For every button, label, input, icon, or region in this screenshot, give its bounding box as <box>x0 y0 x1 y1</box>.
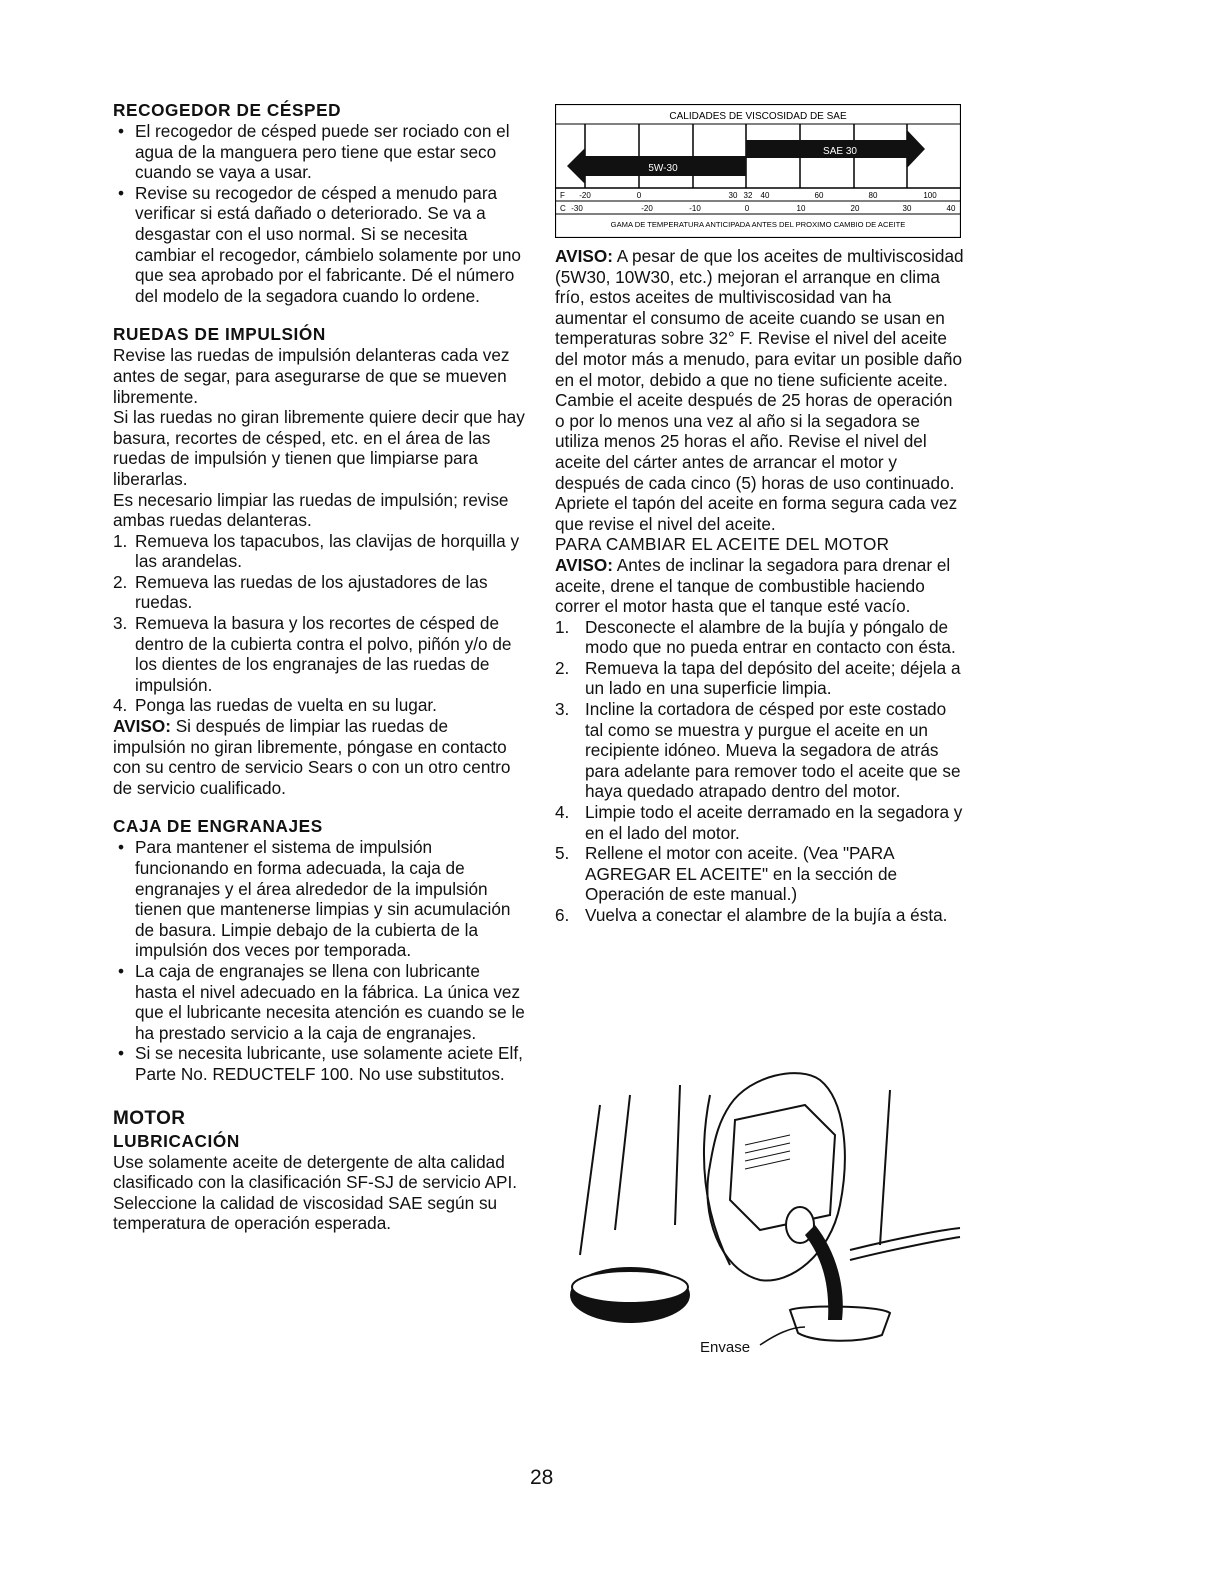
paragraph: Es necesario limpiar las ruedas de impulsión; revise ambas ruedas delanteras. <box>113 489 509 531</box>
list-item: • Revise su recogedor de césped a menudo para verificar si está dañado o deteriorado. Se va a desgastar con el uso normal. Si se necesita cambiar el recogedor, cámbielo solamente por uno que sea aprobado por el fabricante. Dé el número del modelo de la segadora cuando lo ordene. <box>113 183 525 307</box>
paragraph: Use solamente aceite de detergente de alta calidad clasificado con la clasificación SF-SJ de servicio API. Seleccione la calidad de viscosidad SAE según su temperatura de operación esperada. <box>113 1151 518 1234</box>
page-number: 28 <box>530 1466 554 1489</box>
heading-recogedor: RECOGEDOR DE CÉSPED <box>113 100 342 120</box>
heading-lubricacion: LUBRICACIÓN <box>113 1130 240 1151</box>
section-motor <box>113 1107 525 1234</box>
step-number: 6. <box>555 905 570 925</box>
cambiar-steps <box>555 617 965 926</box>
list-item <box>555 658 965 699</box>
step-text: Remueva la tapa del depósito del aceite; déjela a un lado en una superficie limpia. <box>585 657 961 699</box>
step-text: Remueva los tapacubos, las clavijas de horquilla y las arandelas. <box>135 530 520 572</box>
paragraph: Cambie el aceite después de 25 horas de operación o por lo menos una vez al año si la segadora se utiliza menos 25 horas el año. Revise el nivel del aceite del cárter antes de arrancar el motor y después de cada cinco (5) horas de uso continuado. Apriete el tapón del aceite en forma segura cada vez que revise el nivel del aceite. <box>555 390 958 534</box>
step-number: 3. <box>113 613 128 634</box>
subheading-para-cambiar: PARA CAMBIAR EL ACEITE DEL MOTOR <box>555 534 890 555</box>
left-column <box>113 100 525 1252</box>
step-number: 2. <box>113 571 128 592</box>
recogedor-list <box>113 121 525 306</box>
list-item <box>555 905 965 926</box>
f-tick: 40 <box>760 191 770 200</box>
heading-ruedas: RUEDAS DE IMPULSIÓN <box>113 324 326 345</box>
c-tick: -20 <box>641 204 653 213</box>
list-item: • Para mantener el sistema de impulsión funcionando en forma adecuada, la caja de engranajes y el área alrededor de la impulsión tienen que mantenerse limpias y sin acumulación de basura. Limpie debajo de la cubierta de la impulsión dos veces por temporada. <box>113 837 525 961</box>
step-text: Remueva las ruedas de los ajustadores de las ruedas. <box>135 571 488 613</box>
step-number: 1. <box>113 530 128 551</box>
ruedas-steps <box>113 531 525 716</box>
step-number: 5. <box>555 843 570 864</box>
aviso-text: Antes de inclinar la segadora para drenar el aceite, drene el tanque de combustible haciendo correr el motor hasta que el tanque esté vacío. <box>555 554 951 617</box>
step-text: Ponga las ruedas de vuelta en su lugar. <box>135 695 437 716</box>
f-tick: 32 <box>743 191 753 200</box>
f-tick: -20 <box>579 191 591 200</box>
chart-title: CALIDADES DE VISCOSIDAD DE SAE <box>669 111 847 122</box>
section-recogedor <box>113 100 525 306</box>
aviso-label: AVISO: <box>555 554 613 575</box>
c-tick: 10 <box>796 204 806 213</box>
step-text: Desconecte el alambre de la bujía y póngalo de modo que no pueda entrar en contacto con ésta. <box>585 616 956 658</box>
list-item <box>113 613 525 695</box>
list-item <box>555 843 965 905</box>
heading-caja: CAJA DE ENGRANAJES <box>113 816 323 837</box>
list-item: • La caja de engranajes se llena con lubricante hasta el nivel adecuado en la fábrica. La única vez que el lubricante necesita atención es cuando se le ha prestado servicio a la caja de engranajes. <box>113 961 525 1043</box>
step-text: Limpie todo el aceite derramado en la segadora y en el lado del motor. <box>585 802 963 843</box>
oil-drain-illustration <box>560 1065 970 1365</box>
step-number: 4. <box>113 695 128 716</box>
aviso-paragraph <box>555 555 965 617</box>
list-item <box>555 699 965 802</box>
heading-motor: MOTOR <box>113 1107 186 1129</box>
c-label: C <box>560 204 566 213</box>
5w30-label: 5W-30 <box>648 163 678 174</box>
paragraph: Si las ruedas no giran libremente quiere decir que hay basura, recortes de césped, etc. en el área de las ruedas de impulsión y tienen que limpiarse para liberarlas. <box>113 407 525 489</box>
f-tick: 100 <box>923 191 937 200</box>
aviso-paragraph <box>113 716 525 798</box>
right-column <box>555 246 965 926</box>
c-tick: -10 <box>689 204 701 213</box>
c-tick: -30 <box>571 204 583 213</box>
aviso-label: AVISO: <box>555 246 613 266</box>
step-text: Vuelva a conectar el alambre de la bujía a ésta. <box>585 905 948 925</box>
step-text: Rellene el motor con aceite. (Vea "PARA AGREGAR EL ACEITE" en la sección de Operación de este manual.) <box>585 843 898 905</box>
step-text: Incline la cortadora de césped por este costado tal como se muestra y purgue el aceite en un recipiente idóneo. Mueva la segadora de atrás para adelante para remover todo el aceite que se haya quedado atrapado dentro del motor. <box>585 699 961 802</box>
step-number: 1. <box>555 616 570 637</box>
aviso-text: A pesar de que los aceites de multiviscosidad (5W30, 10W30, etc.) mejoran el arranque en clima frío, estos aceites de multiviscosidad van ha aumentar el consumo de aceite cuando se usan en temperaturas sobre 32° F. Revise el nivel del aceite del motor más a menudo, para evitar un posible daño en el motor, debido a que no tiene suficiente aceite. <box>555 246 964 390</box>
viscosity-chart <box>555 104 961 238</box>
list-item <box>113 695 525 716</box>
caja-list <box>113 837 525 1084</box>
aviso-text: Si después de limpiar las ruedas de impulsión no giran libremente, póngase en contacto con su centro de servicio Sears o con un otro centro de servicio cualificado. <box>113 716 511 798</box>
f-tick: 30 <box>728 191 738 200</box>
step-number: 3. <box>555 699 570 720</box>
step-text: Remueva la basura y los recortes de césped de dentro de la cubierta contra el polvo, piñón y/o de los dientes de los engranajes de las ruedas de impulsión. <box>135 613 512 695</box>
viscosity-chart-svg <box>555 104 961 238</box>
aviso-label: AVISO: <box>113 716 171 737</box>
c-tick: 20 <box>850 204 860 213</box>
f-tick: 60 <box>814 191 824 200</box>
f-tick: 0 <box>636 191 642 200</box>
aviso-paragraph <box>555 246 965 390</box>
list-item <box>555 617 965 658</box>
step-number: 2. <box>555 657 570 678</box>
list-item <box>113 572 525 613</box>
paragraph: Revise las ruedas de impulsión delanteras cada vez antes de segar, para asegurarse de que se mueven libremente. <box>113 345 510 407</box>
c-tick: 30 <box>902 204 912 213</box>
sae30-label: SAE 30 <box>823 146 857 157</box>
oil-drain-illustration-svg <box>560 1065 970 1365</box>
c-tick: 40 <box>946 204 956 213</box>
section-caja <box>113 816 525 1084</box>
c-tick: 0 <box>744 204 750 213</box>
step-number: 4. <box>555 802 570 823</box>
envase-label: Envase <box>700 1339 751 1356</box>
list-item <box>113 531 525 572</box>
list-item: • Si se necesita lubricante, use solamente aciete Elf, Parte No. REDUCTELF 100. No use substitutos. <box>113 1043 525 1084</box>
list-item: • El recogedor de césped puede ser rociado con el agua de la manguera pero tiene que estar seco cuando se vaya a usar. <box>113 121 525 183</box>
chart-footer: GAMA DE TEMPERATURA ANTICIPADA ANTES DEL PROXIMO CAMBIO DE ACEITE <box>610 220 906 229</box>
section-ruedas <box>113 324 525 798</box>
f-label: F <box>560 191 565 200</box>
f-tick: 80 <box>868 191 878 200</box>
list-item <box>555 802 965 843</box>
